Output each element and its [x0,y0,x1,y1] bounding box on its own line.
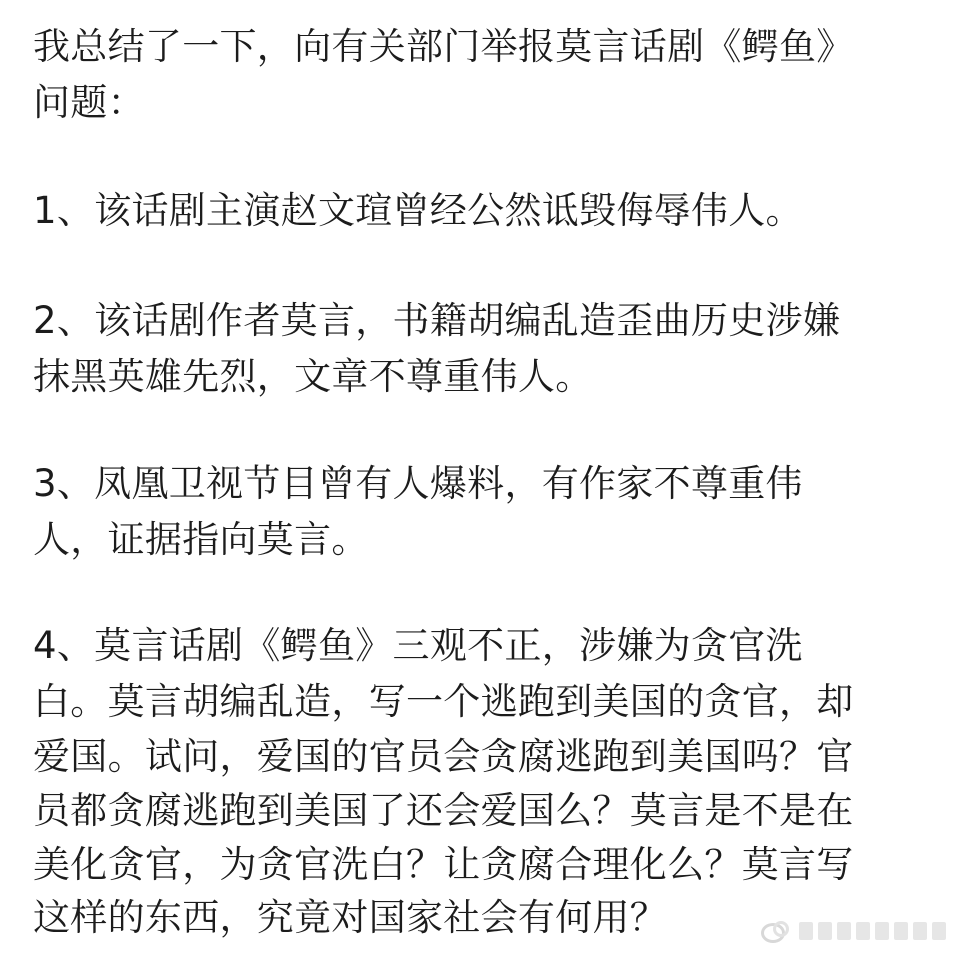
post-line-intro: 我总结了一下，向有关部门举报莫言话剧《鳄鱼》 [33,25,854,68]
post-line-point-3-cont: 人，证据指向莫言。 [33,518,369,561]
post-line-point-4-cont-2: 爱国。试问，爱国的官员会贪腐逃跑到美国吗？官 [33,735,854,778]
post-line-point-4-cont-3: 员都贪腐逃跑到美国了还会爱国么？莫言是不是在 [33,789,854,832]
weibo-logo-icon [761,919,791,943]
post-line-intro-cont: 问题： [33,81,145,124]
post-line-point-4: 4、莫言话剧《鳄鱼》三观不正，涉嫌为贪官洗 [33,624,803,667]
post-line-point-3: 3、凤凰卫视节目曾有人爆料，有作家不尊重伟 [33,462,803,505]
post-line-point-2-cont: 抹黑英雄先烈，文章不尊重伟人。 [33,355,593,398]
post-line-point-4-cont-4: 美化贪官，为贪官洗白？让贪腐合理化么？莫言写 [33,843,854,886]
post-line-point-1: 1、该话剧主演赵文瑄曾经公然诋毁侮辱伟人。 [33,189,803,232]
watermark [706,914,946,948]
post-line-point-4-cont-5: 这样的东西，究竟对国家社会有何用？ [33,896,668,939]
watermark-mark [799,922,946,940]
post-line-point-2: 2、该话剧作者莫言，书籍胡编乱造歪曲历史涉嫌 [33,299,841,342]
post-line-point-4-cont-1: 白。莫言胡编乱造，写一个逃跑到美国的贪官，却 [33,680,854,723]
